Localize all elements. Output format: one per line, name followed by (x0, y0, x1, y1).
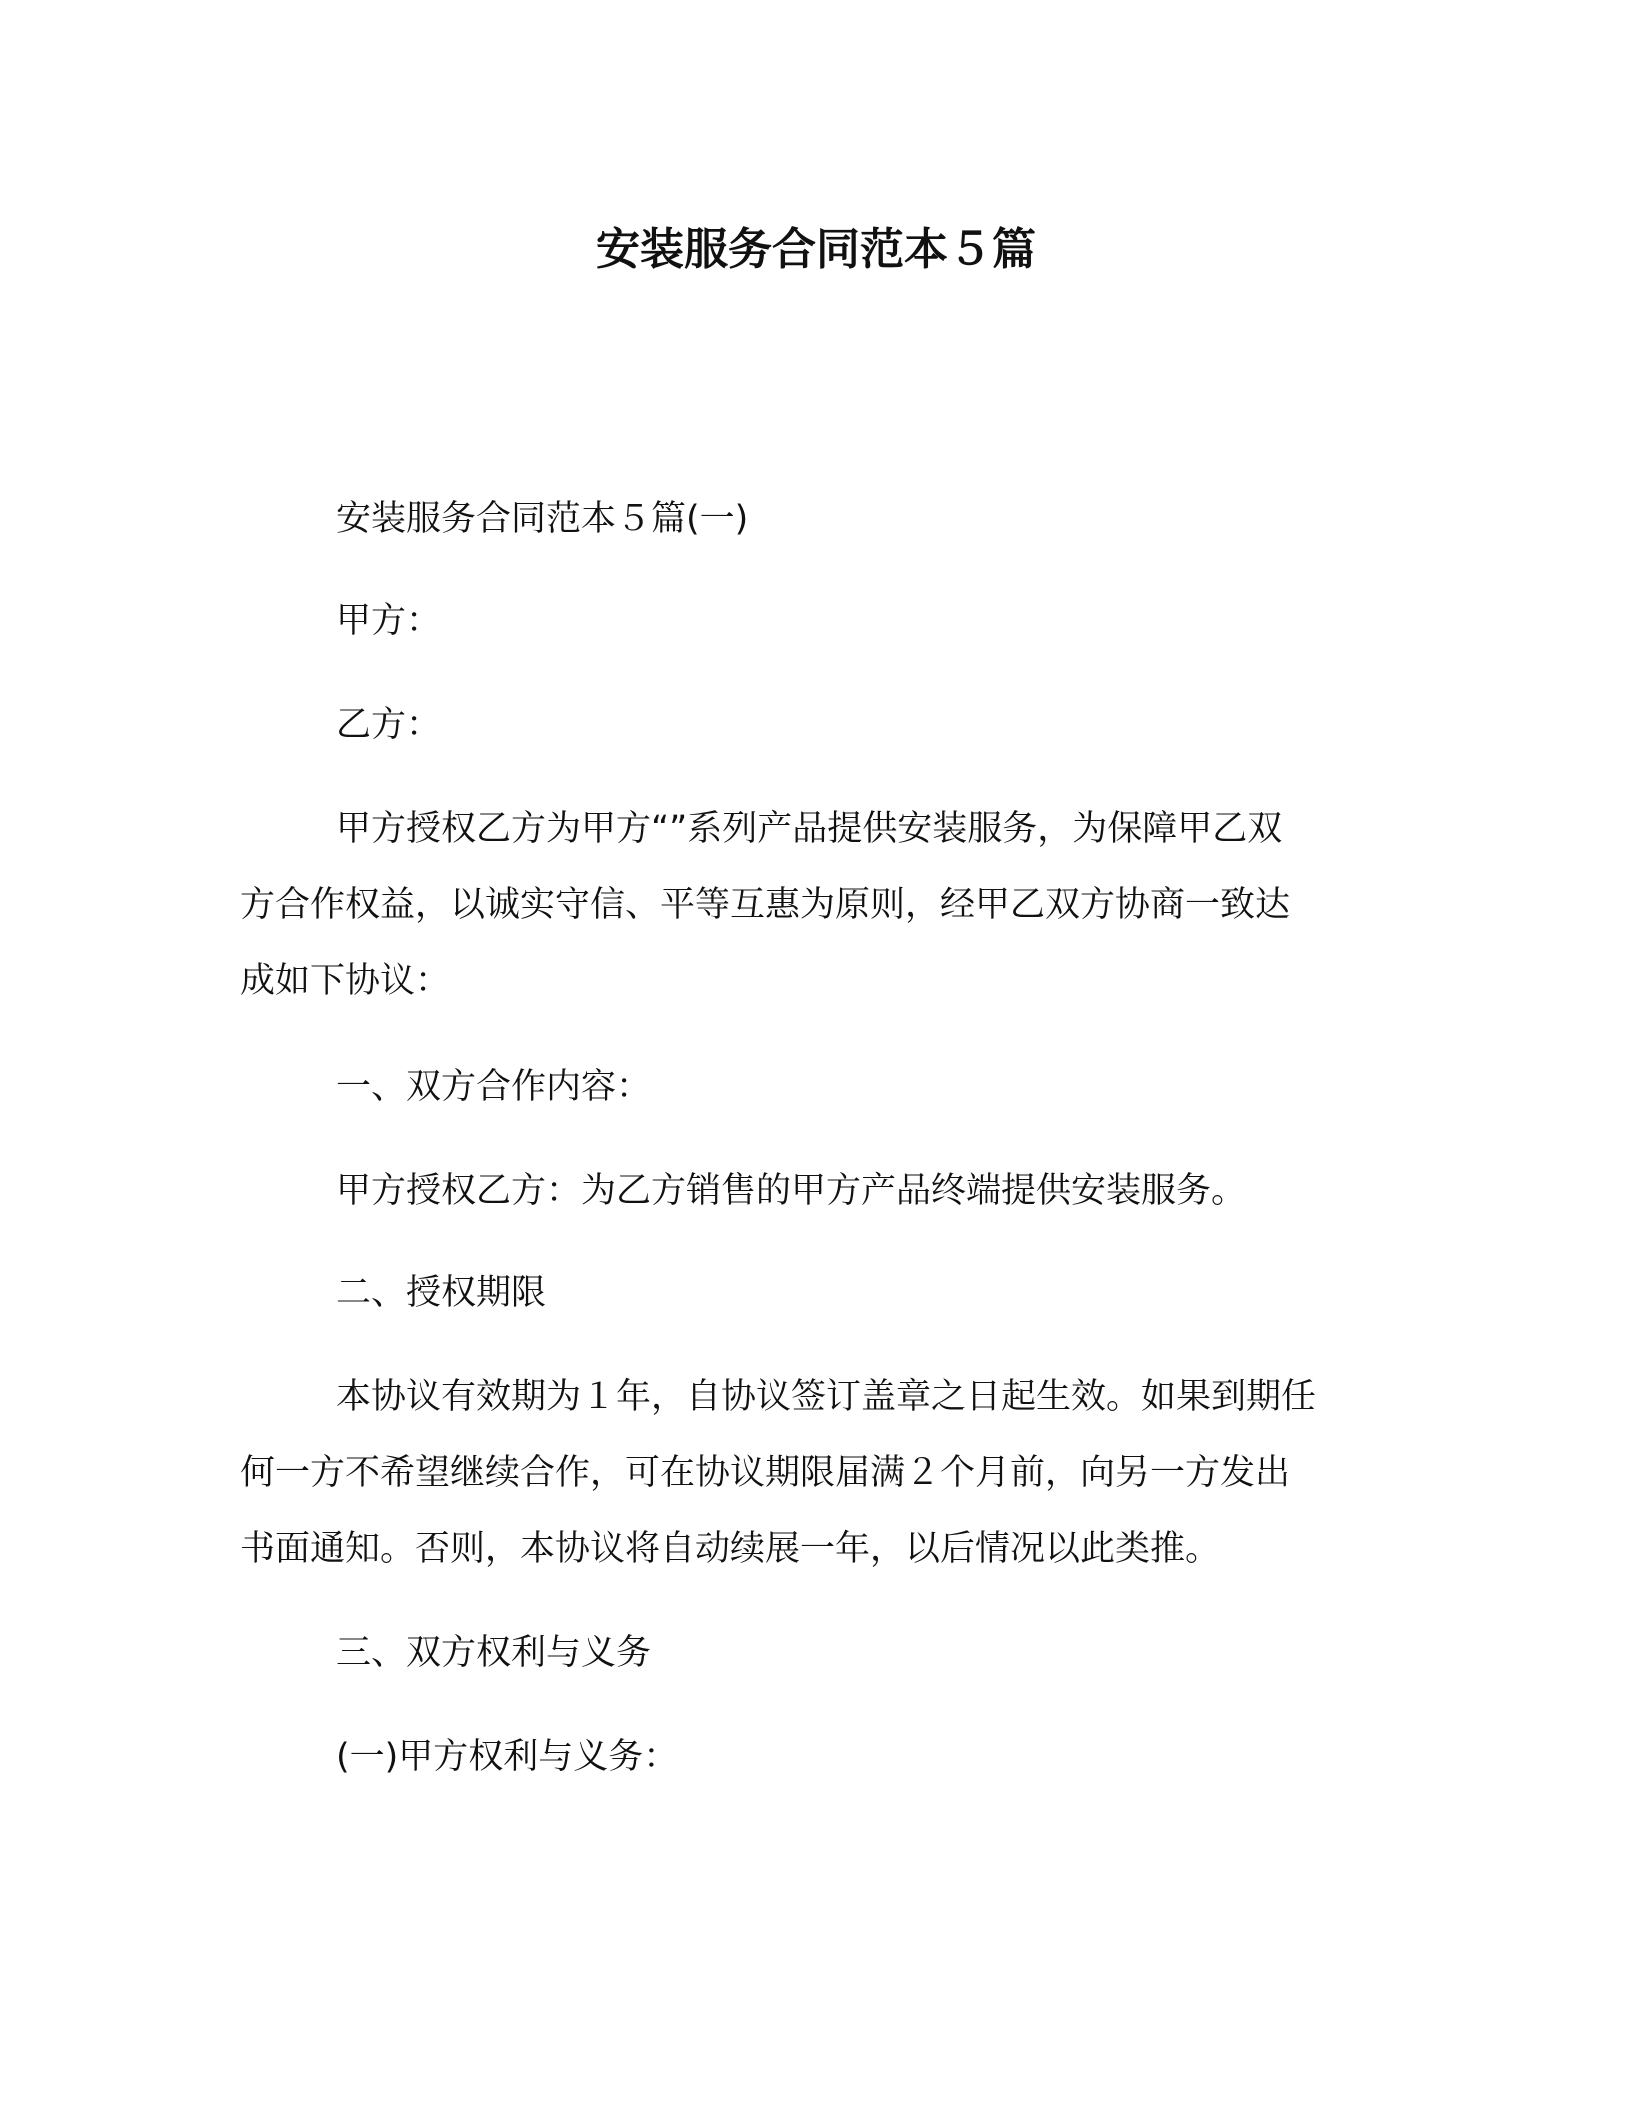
section-1-text: 甲方授权乙方：为乙方销售的甲方产品终端提供安装服务。 (336, 1171, 1247, 1211)
section-3-subheading: (一)甲方权利与义务： (336, 1737, 679, 1777)
contract-subtitle: 安装服务合同范本５篇(一) (336, 499, 749, 539)
section-2-heading: 二、授权期限 (336, 1273, 547, 1313)
section-1-heading: 一、双方合作内容： (336, 1067, 652, 1107)
party-a-label: 甲方： (336, 601, 442, 641)
intro-line-3: 成如下协议： (240, 961, 451, 1001)
section-2-line-2: 何一方不希望继续合作，可在协议期限届满２个月前，向另一方发出 (240, 1453, 1291, 1493)
section-2-line-1: 本协议有效期为１年，自协议签订盖章之日起生效。如果到期任 (336, 1377, 1317, 1417)
intro-line-1: 甲方授权乙方为甲方“”系列产品提供安装服务，为保障甲乙双 (336, 809, 1283, 849)
section-3-heading: 三、双方权利与义务 (336, 1633, 652, 1673)
document-title: 安装服务合同范本５篇 (596, 224, 1036, 275)
party-b-label: 乙方： (336, 705, 442, 745)
section-2-line-3: 书面通知。否则，本协议将自动续展一年，以后情况以此类推。 (240, 1529, 1221, 1569)
intro-line-2: 方合作权益，以诚实守信、平等互惠为原则，经甲乙双方协商一致达 (240, 885, 1291, 925)
